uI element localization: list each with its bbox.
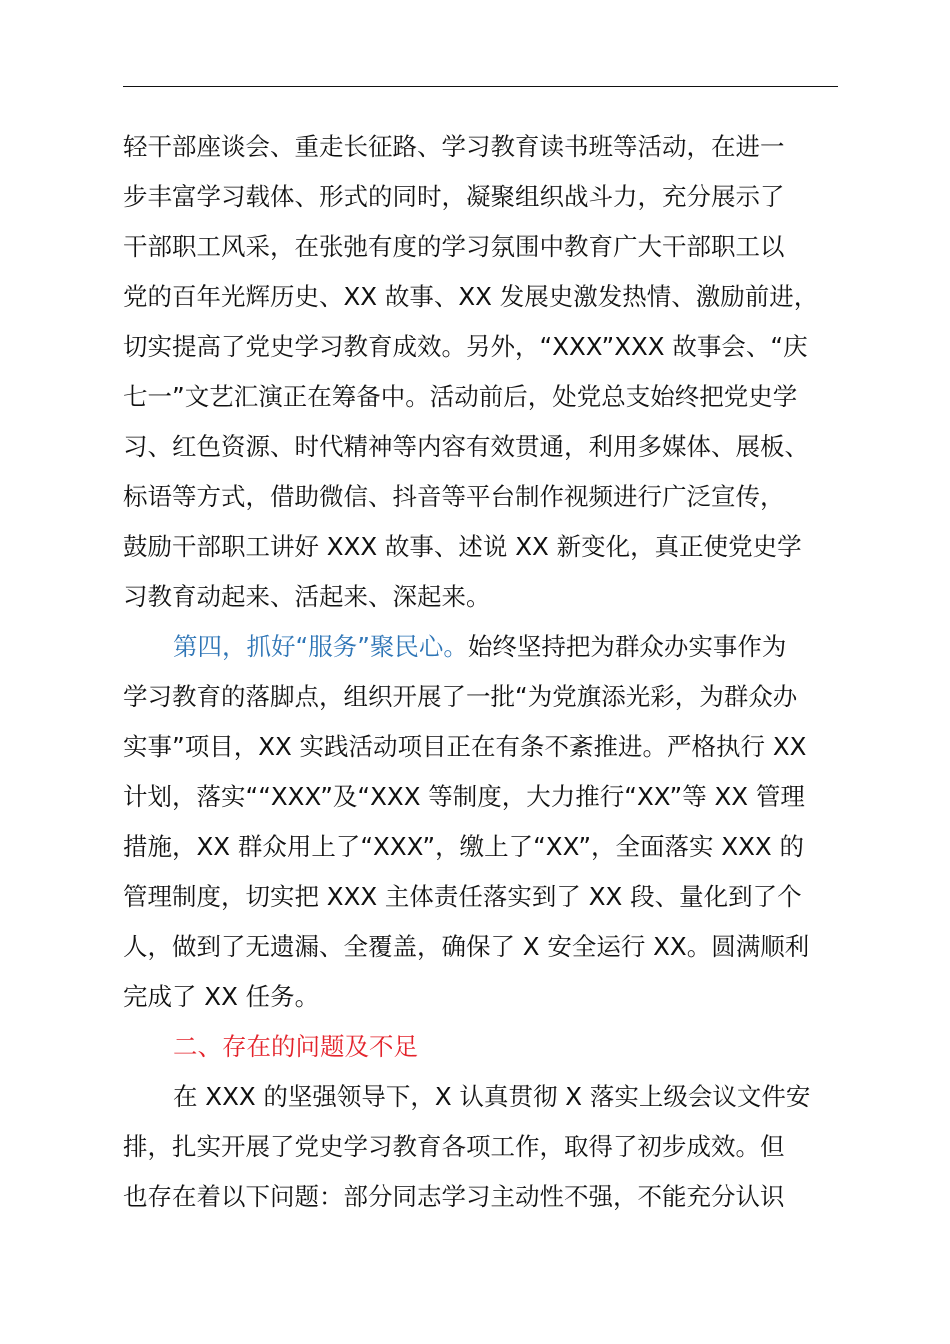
section4-heading: 第四，抓好“服务”聚民心。	[173, 632, 468, 661]
body-line: 管理制度，切实把 XXX 主体责任落实到了 XX 段、量化到了个	[123, 882, 802, 911]
body-line: 干部职工风采，在张弛有度的学习氛围中教育广大干部职工以	[123, 232, 785, 261]
body-line: 也存在着以下问题：部分同志学习主动性不强，不能充分认识	[123, 1182, 785, 1211]
body-line: 党的百年光辉历史、XX 故事、XX 发展史激发热情、激励前进，	[123, 282, 819, 311]
body-line: 七一”文艺汇演正在筹备中。活动前后，处党总支始终把党史学	[123, 382, 798, 411]
header-rule	[123, 86, 838, 87]
body-line: 轻干部座谈会、重走长征路、学习教育读书班等活动，在进一	[123, 132, 785, 161]
body-line: 习教育动起来、活起来、深起来。	[123, 582, 491, 611]
body-line: 学习教育的落脚点，组织开展了一批“为党旗添光彩，为群众办	[123, 682, 798, 711]
body-line: 实事”项目，XX 实践活动项目正在有条不紊推进。严格执行 XX	[123, 732, 807, 761]
body-line: 鼓励干部职工讲好 XXX 故事、述说 XX 新变化，真正使党史学	[123, 532, 802, 561]
body-line: 步丰富学习载体、形式的同时，凝聚组织战斗力，充分展示了	[123, 182, 785, 211]
body-line: 措施，XX 群众用上了“XXX”，缴上了“XX”，全面落实 XXX 的	[123, 832, 804, 861]
section4-first-line	[173, 632, 786, 662]
body-line: 标语等方式，借助微信、抖音等平台制作视频进行广泛宣传，	[123, 482, 785, 511]
body-line: 计划，落实““XXX”及“XXX 等制度，大力推行“XX”等 XX 管理	[123, 782, 805, 811]
section-heading-problems: 二、存在的问题及不足	[173, 1032, 418, 1061]
body-line: 切实提高了党史学习教育成效。另外，“XXX”XXX 故事会、“庆	[123, 332, 808, 361]
body-line: 人，做到了无遗漏、全覆盖，确保了 X 安全运行 XX。圆满顺利	[123, 932, 810, 961]
body-line: 完成了 XX 任务。	[123, 982, 320, 1011]
body-line: 排，扎实开展了党史学习教育各项工作，取得了初步成效。但	[123, 1132, 785, 1161]
body-line: 习、红色资源、时代精神等内容有效贯通，利用多媒体、展板、	[123, 432, 809, 461]
body-line: 在 XXX 的坚强领导下，X 认真贯彻 X 落实上级会议文件安	[173, 1082, 811, 1111]
section4-first-line-rest: 始终坚持把为群众办实事作为	[467, 632, 787, 661]
